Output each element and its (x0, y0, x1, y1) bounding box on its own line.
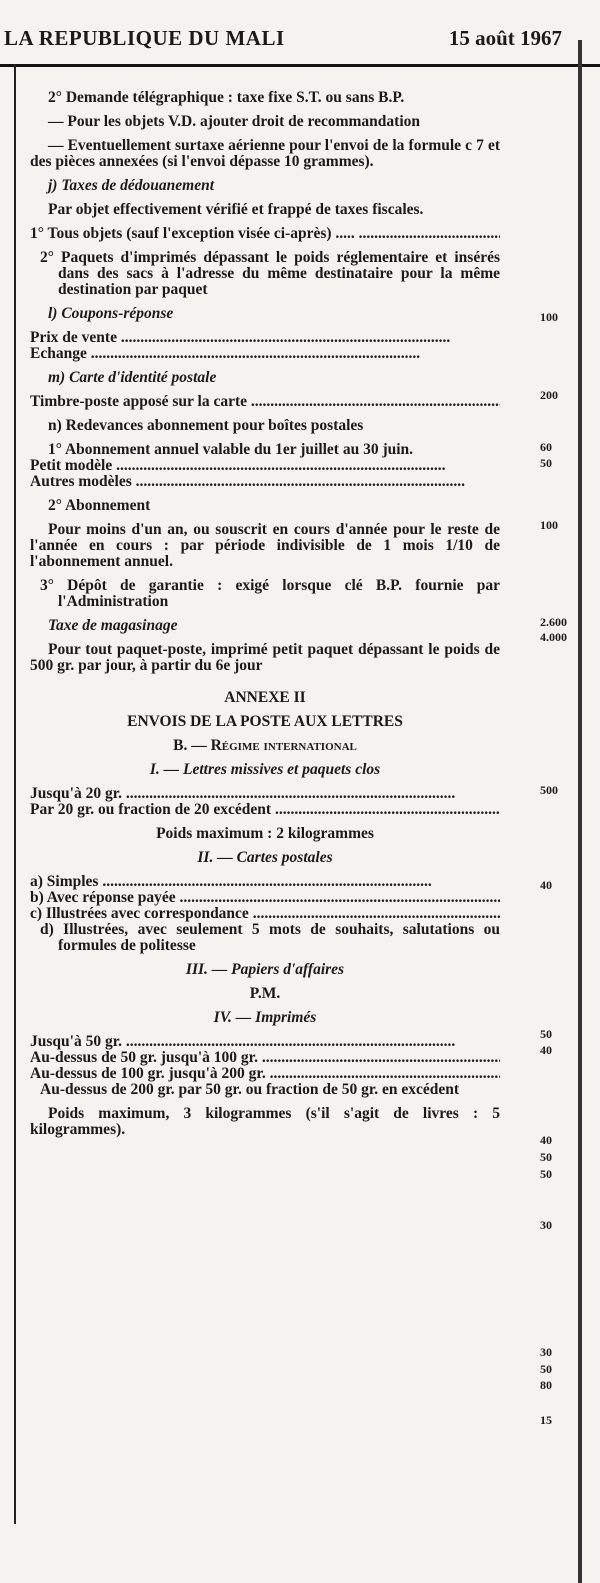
text-line: Pour tout paquet-poste, imprimé petit paquet dépassant le poids de 500 gr. par jour, à partir du 6e jour (30, 641, 500, 674)
tariff-line: Echange ..... (30, 346, 500, 362)
tariff-value: 30 (540, 1218, 552, 1232)
tariff-value: 500 (540, 783, 558, 797)
tariff-value: 100 (540, 310, 558, 324)
text-line: P.M. (249, 985, 281, 1002)
tariff-value: 50 (540, 1362, 552, 1376)
left-column-rule (14, 64, 16, 1524)
right-column-rule (578, 40, 582, 1583)
section-heading: n) Redevances abonnement pour boîtes postales (48, 417, 364, 434)
tariff-line: Au-dessus de 100 gr. jusqu'à 200 gr. ..... (30, 1066, 500, 1082)
section-heading: I. — Lettres missives et paquets clos (149, 761, 381, 778)
text-line: 2° Demande télégraphique : taxe fixe S.T. ou sans B.P. (48, 89, 405, 106)
tariff-line: a) Simples ..... (30, 874, 500, 890)
newspaper-title: LA REPUBLIQUE DU MALI (4, 26, 285, 50)
tariff-value: 100 (540, 518, 558, 532)
section-heading: III. — Papiers d'affaires (185, 961, 345, 978)
text-line: Par objet effectivement vérifié et frappé de taxes fiscales. (48, 201, 424, 218)
tariff-line: d) Illustrées, avec seulement 5 mots de souhaits, salutations ou formules de politesse (40, 921, 500, 954)
tariff-line: 1° Tous objets (sauf l'exception visée ci-après) ..... ..... (30, 226, 500, 242)
annex-subtitle: ENVOIS DE LA POSTE AUX LETTRES (127, 713, 403, 730)
tariff-value: 200 (540, 388, 558, 402)
regime-heading: B. — Régime international (173, 737, 357, 754)
tariff-line: Au-dessus de 200 gr. par 50 gr. ou fraction de 50 gr. en excédent (40, 1081, 460, 1098)
tariff-value: 2.600 (540, 615, 567, 629)
text-line: 2° Abonnement (48, 497, 151, 514)
text-line: — Pour les objets V.D. ajouter droit de recommandation (48, 113, 420, 130)
section-heading: IV. — Imprimés (213, 1009, 317, 1026)
section-heading: l) Coupons-réponse (48, 305, 174, 322)
tariff-line: Autres modèles ..... (30, 474, 500, 490)
tariff-line: Prix de vente ..... (30, 330, 500, 346)
tariff-line: b) Avec réponse payée ..... (30, 890, 500, 906)
tariff-line: Au-dessus de 50 gr. jusqu'à 100 gr. ..... (30, 1050, 500, 1066)
tariff-line: Par 20 gr. ou fraction de 20 excédent ..... (30, 802, 500, 818)
text-column (30, 90, 500, 1146)
tariff-line: 3° Dépôt de garantie : exigé lorsque clé B.P. fournie par l'Administration (40, 577, 500, 610)
tariff-line: Petit modèle ..... (30, 458, 500, 474)
tariff-value: 50 (540, 1150, 552, 1164)
tariff-line: Jusqu'à 50 gr. ..... (30, 1034, 500, 1050)
tariff-value: 80 (540, 1378, 552, 1392)
tariff-value: 50 (540, 1027, 552, 1041)
tariff-line: 2° Paquets d'imprimés dépassant le poids réglementaire et insérés dans des sacs à l'adresse du même destinataire pour la même destination par paquet (40, 249, 500, 298)
tariff-value: 15 (540, 1413, 552, 1427)
tariff-value: 50 (540, 456, 552, 470)
section-heading: m) Carte d'identité postale (48, 369, 217, 386)
section-heading: Taxe de magasinage (48, 617, 178, 634)
tariff-value: 40 (540, 1043, 552, 1057)
tariff-value: 4.000 (540, 630, 567, 644)
tariff-value: 30 (540, 1345, 552, 1359)
tariff-line: Timbre-poste apposé sur la carte ..... (30, 394, 500, 410)
page-header (0, 0, 600, 67)
tariff-line: c) Illustrées avec correspondance ..... (30, 906, 500, 922)
text-line: Pour moins d'un an, ou souscrit en cours d'année pour le reste de l'année en cours : par période indivisible de 1 mois 1/10 de l'abonnement annuel. (30, 521, 500, 570)
text-line: — Eventuellement surtaxe aérienne pour l'envoi de la formule c 7 et des pièces annexées (si l'envoi dépasse 10 grammes). (30, 137, 500, 170)
tariff-value: 40 (540, 1133, 552, 1147)
annex-title: ANNEXE II (224, 689, 306, 706)
tariff-value: 50 (540, 1167, 552, 1181)
tariff-line: Jusqu'à 20 gr. ..... (30, 786, 500, 802)
text-line: Poids maximum, 3 kilogrammes (s'il s'agit de livres : 5 kilogrammes). (30, 1105, 500, 1138)
text-line: 1° Abonnement annuel valable du 1er juillet au 30 juin. (48, 441, 414, 458)
tariff-value: 60 (540, 440, 552, 454)
section-heading: II. — Cartes postales (197, 849, 333, 866)
issue-date: 15 août 1967 (448, 26, 562, 50)
weight-limit: Poids maximum : 2 kilogrammes (156, 825, 374, 842)
tariff-value: 40 (540, 878, 552, 892)
section-heading: j) Taxes de dédouanement (48, 177, 215, 194)
